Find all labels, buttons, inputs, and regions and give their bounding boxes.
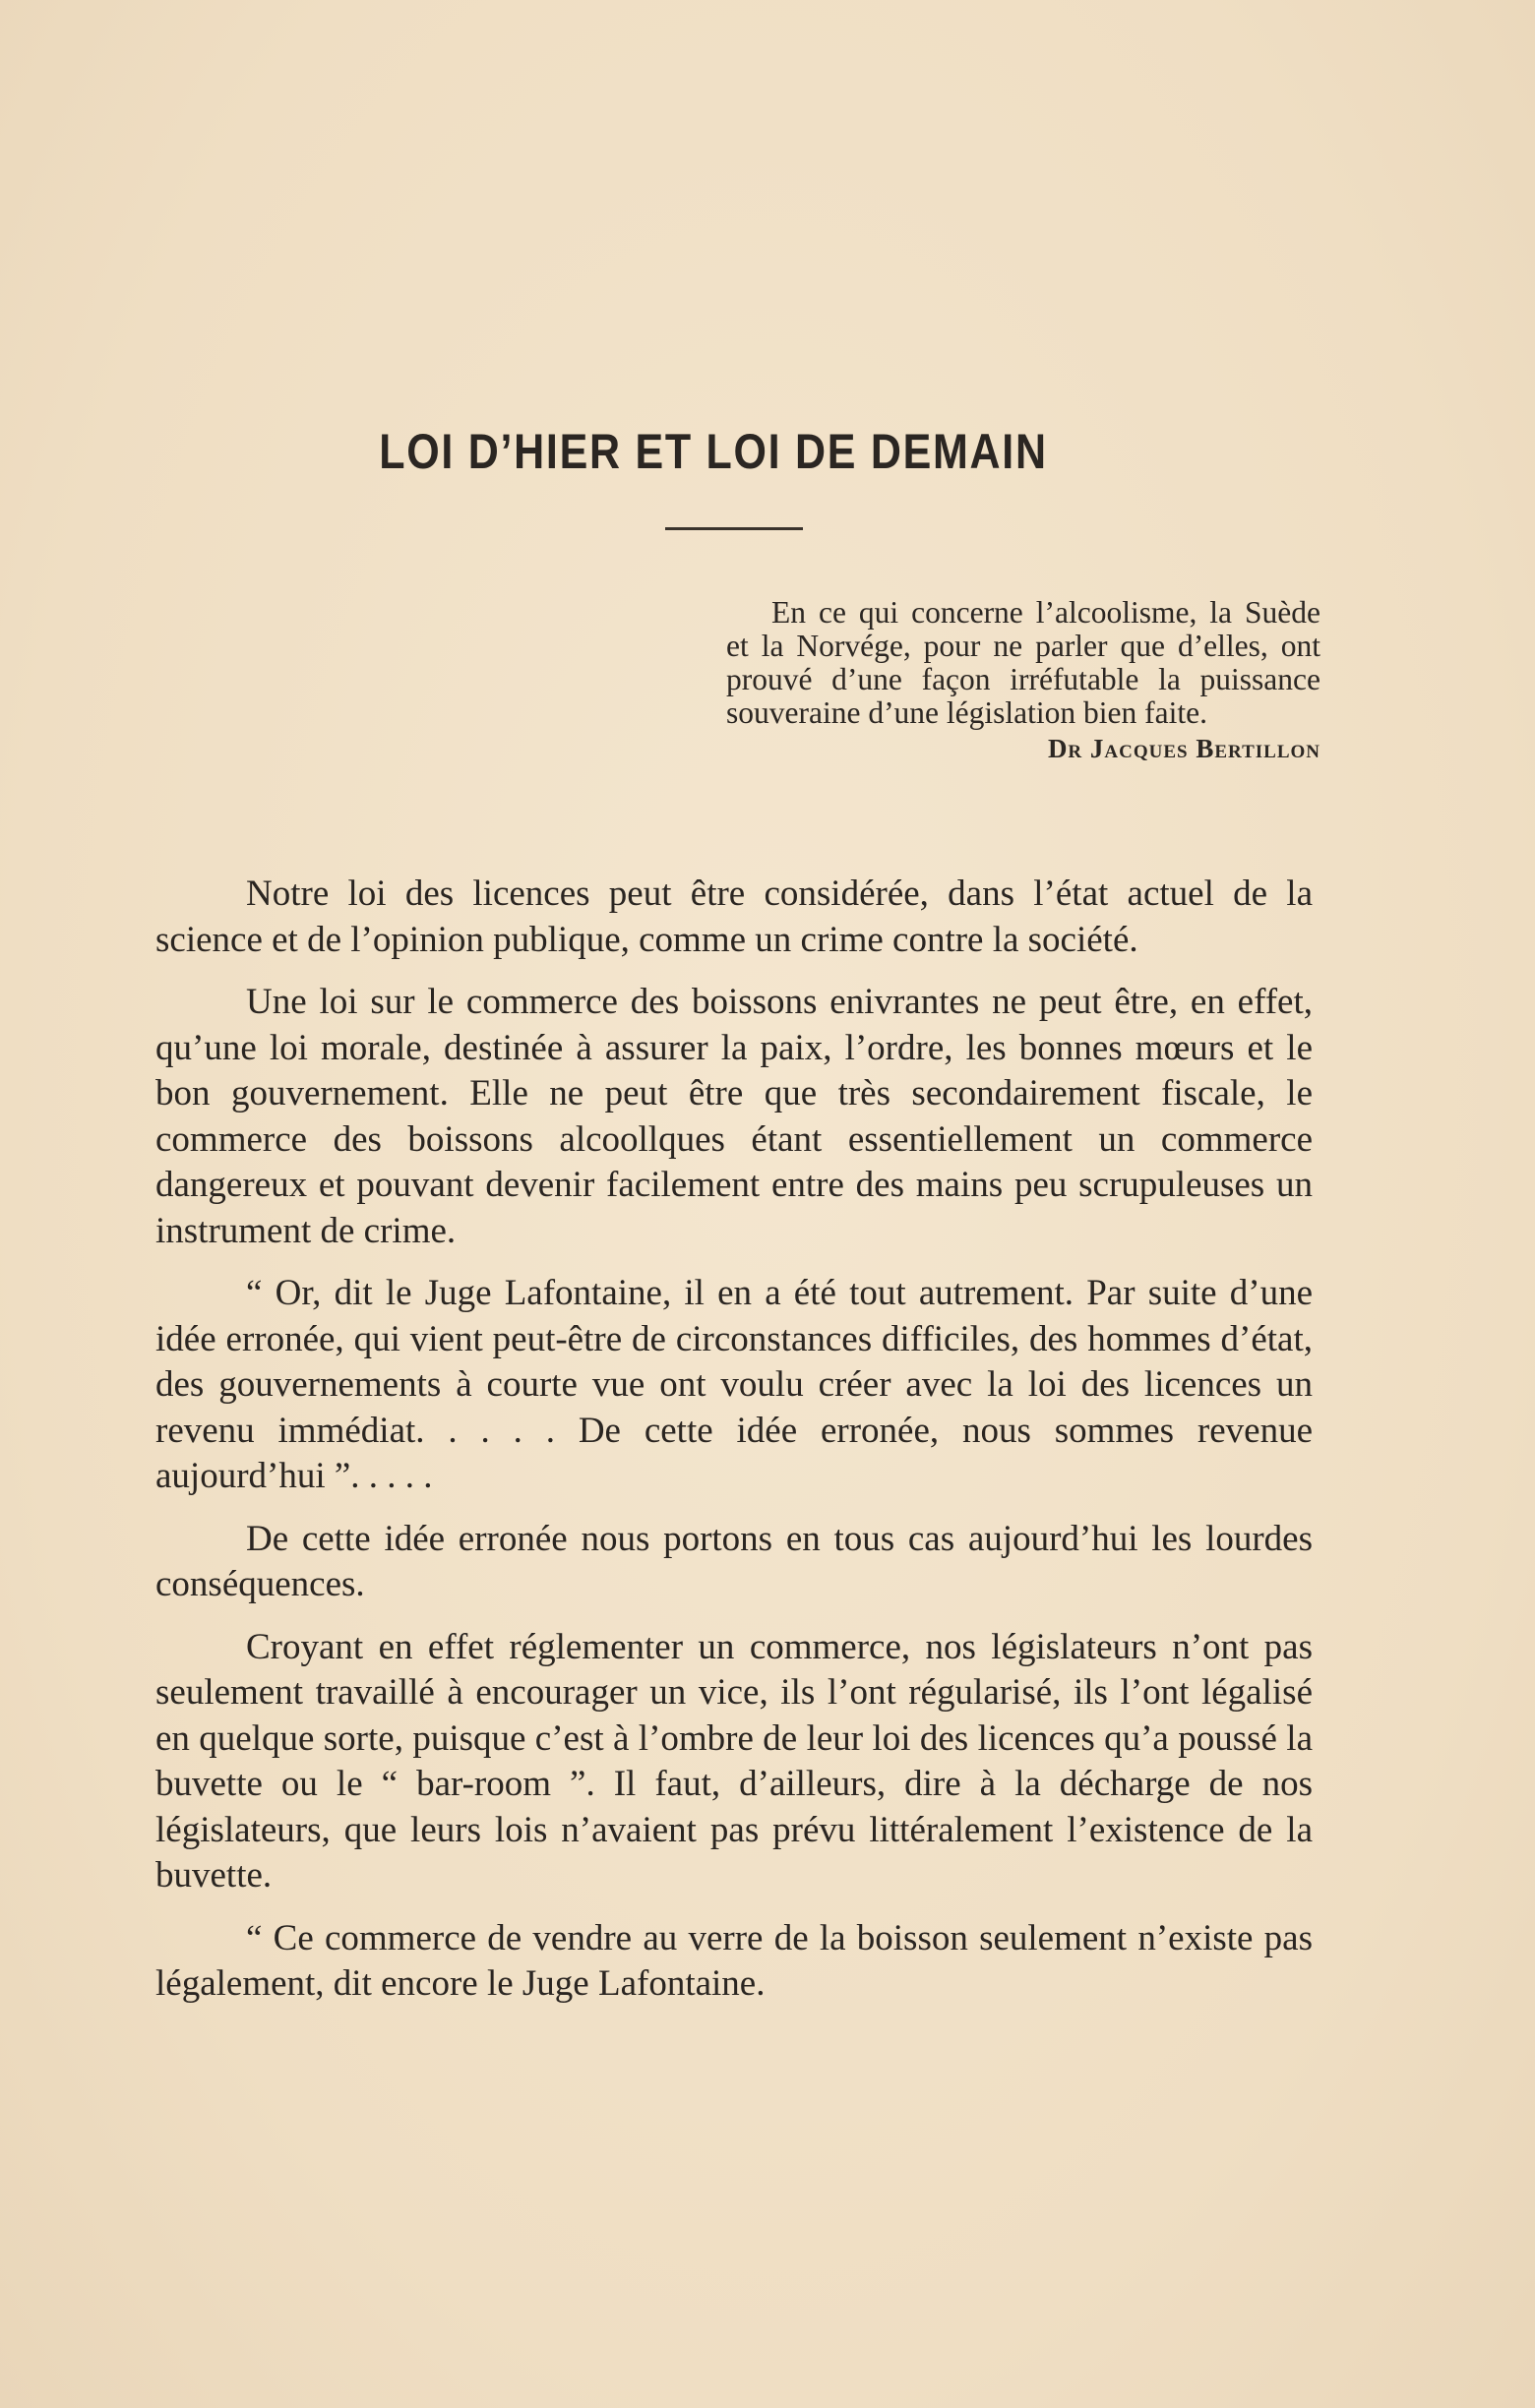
page-title: LOI D’HIER ET LOI DE DEMAIN — [379, 423, 1048, 479]
title-divider — [665, 527, 803, 530]
epigraph-author: Dr Jacques Bertillon — [1047, 734, 1320, 763]
paragraph: Croyant en effet réglementer un commerce, nos législateurs n’ont pas seulement travaillé à encourager un vice, ils l’ont régularisé, ils l’ont légalisé en quelque sorte, puisque c’est à l’ombre de leur loi des licences qu’a poussé la buvette ou le “ bar-room ”. Il faut, d’ailleurs, dire à la décharge de nos législateurs, que leurs lois n’avaient pas prévu littéralement l’existence de la buvette. — [155, 1626, 1313, 1896]
epigraph — [726, 596, 1320, 765]
paragraph: Une loi sur le commerce des boissons enivrantes ne peut être, en effet, qu’une loi morale, destinée à assurer la paix, l’ordre, les bonnes mœurs et le bon gouvernement. Elle ne peut être que très secondairement fiscale, le commerce des boissons alcoollques étant essentiellement un commerce dangereux et pouvant devenir facilement entre des mains peu scrupuleuses un instrument de crime. — [155, 982, 1313, 1251]
paragraph: “ Ce commerce de vendre au verre de la boisson seulement n’existe pas légalement, dit encore le Juge Lafontaine. — [155, 1917, 1313, 2004]
paragraph: Notre loi des licences peut être considérée, dans l’état actuel de la science et de l’opinion publique, comme un crime contre la société. — [155, 873, 1313, 960]
epigraph-text: En ce qui concerne l’alcoolisme, la Suède et la Norvége, pour ne parler que d’elles, ont prouvé d’une façon irréfutable la puissance souveraine d’une législation bien faite. — [726, 595, 1320, 730]
paragraph: “ Or, dit le Juge Lafontaine, il en a été tout autrement. Par suite d’une idée erronée, qui vient peut-être de circonstances difficiles, des hommes d’état, des gouvernements à courte vue ont voulu créer avec la loi des licences un revenu immédiat. . . . . De cette idée erronée, nous sommes revenue aujourd’hui ”. . . . . — [155, 1273, 1313, 1496]
paragraph: De cette idée erronée nous portons en tous cas aujourd’hui les lourdes conséquences. — [155, 1518, 1313, 1604]
body-text — [155, 872, 1313, 2024]
